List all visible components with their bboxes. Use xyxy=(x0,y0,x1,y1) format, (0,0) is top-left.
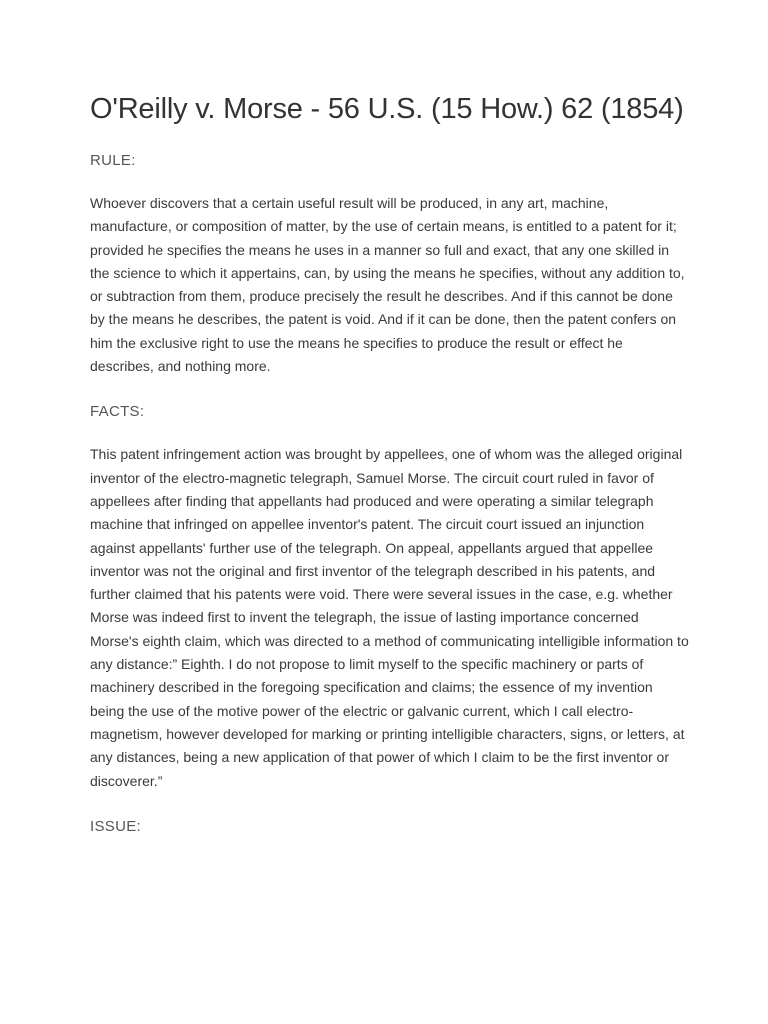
document-page xyxy=(90,91,690,837)
document-title: O'Reilly v. Morse - 56 U.S. (15 How.) 62 (1854) xyxy=(90,93,684,125)
rule-paragraph: Whoever discovers that a certain useful result will be produced, in any art, machine, manufacture, or composition of matter, by the use of certain means, is entitled to a patent for it; provided he specifies the means he uses in a manner so full and exact, that any one skilled in the science to which it appertains, can, by using the means he specifies, without any addition to, or subtraction from them, produce precisely the result he describes. And if this cannot be done by the means he describes, the patent is void. And if it can be done, then the patent confers on him the exclusive right to use the means he specifies to produce the result or effect he describes, and nothing more. xyxy=(90,195,685,375)
rule-heading: RULE: xyxy=(90,152,136,169)
issue-heading: ISSUE: xyxy=(90,817,141,835)
facts-heading: FACTS: xyxy=(90,403,145,421)
facts-paragraph: This patent infringement action was brought by appellees, one of whom was the alleged original inventor of the electro-magnetic telegraph, Samuel Morse. The circuit court ruled in favor of appellees after finding that appellants had produced and were operating a similar telegraph machine that infringed on appellee inventor's patent. The circuit court issued an injunction against appellants' further use of the telegraph. On appeal, appellants argued that appellee inventor was not the original and first inventor of the telegraph described in his patents, and further claimed that his patents were void. There were several issues in the case, e.g. whether Morse was indeed first to invent the telegraph, the issue of lasting importance concerned Morse's eighth claim, which was directed to a method of communicating intelligible information to any distance:” Eighth. I do not propose to limit myself to the specific machinery or parts of machinery described in the foregoing specification and claims; the essence of my invention being the use of the motive power of the electric or galvanic current, which I call electro-magnetism, however developed for marking or printing intelligible characters, signs, or letters, at any distances, being a new application of that power of which I claim to be the first inventor or discoverer.” xyxy=(90,446,689,789)
